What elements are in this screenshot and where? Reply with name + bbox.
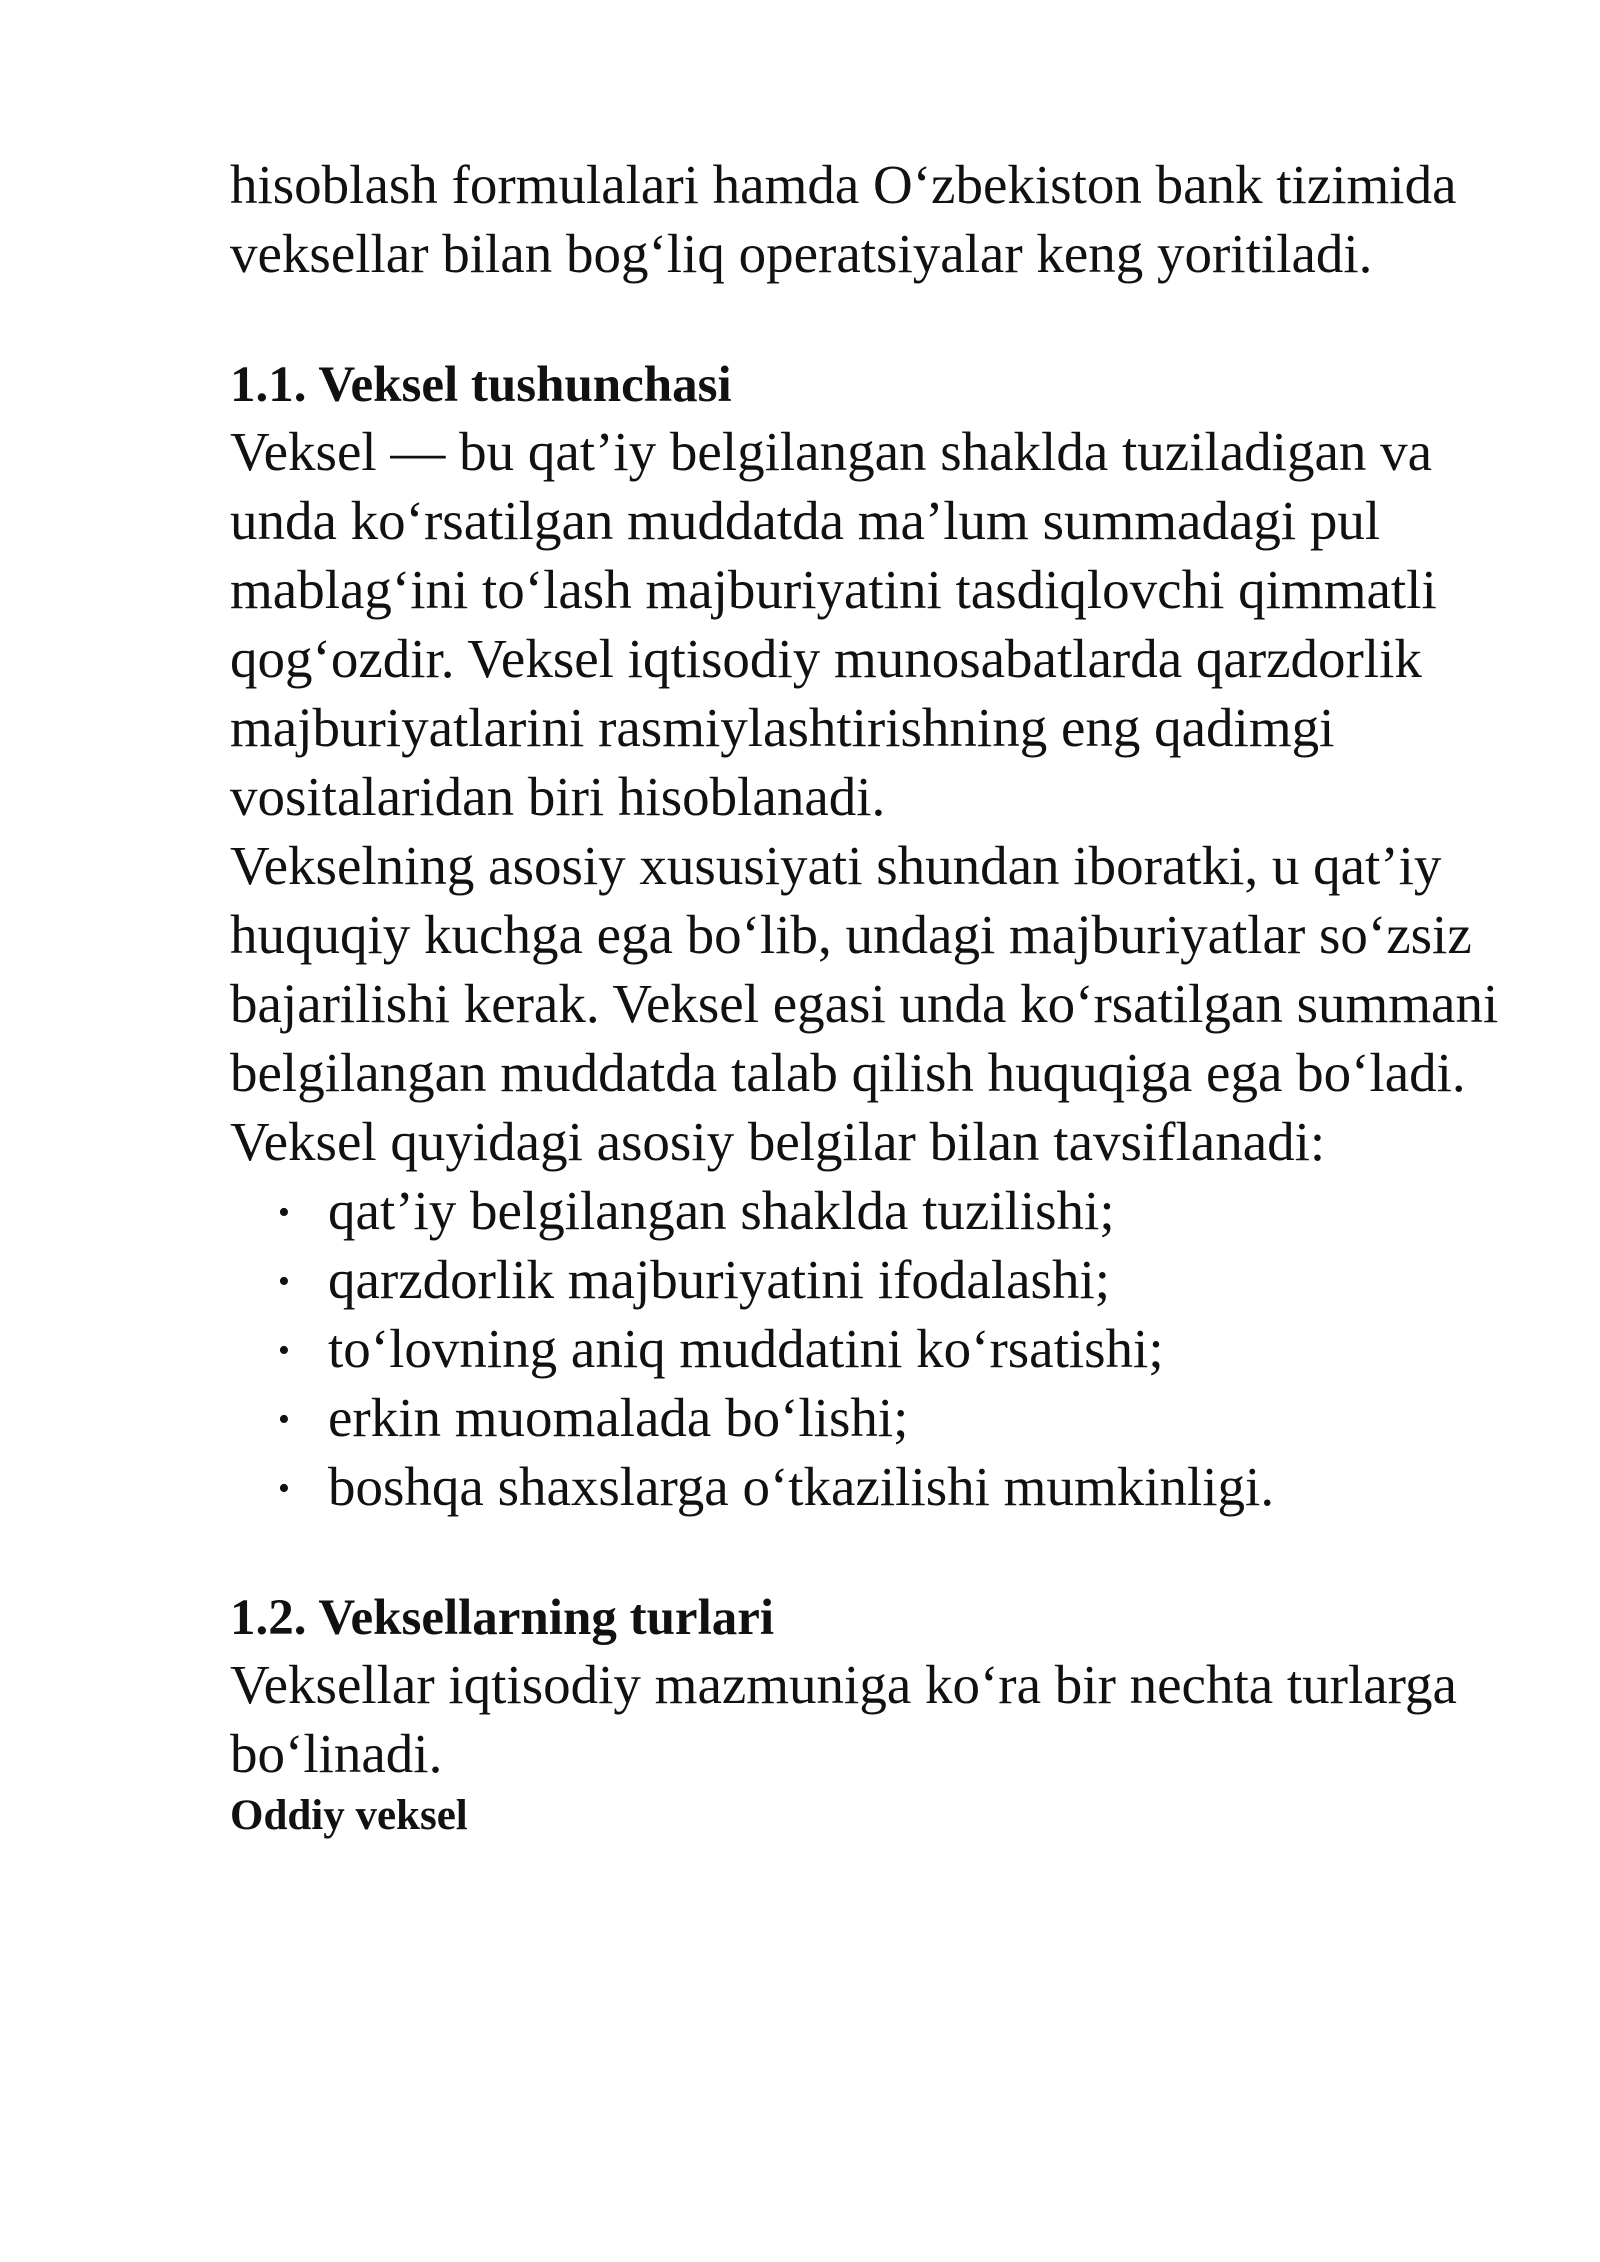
- list-item-text: erkin muomalada bo‘lishi;: [328, 1387, 909, 1448]
- subheading-oddiy-veksel: Oddiy veksel: [230, 1792, 468, 1839]
- bullet-icon: •: [278, 1194, 290, 1231]
- properties-paragraph: Vekselning asosiy xususiyati shundan iboratki, u qat’iy huquqiy kuchga ega bo‘lib, undagi majburiyatlar so‘zsiz bajarilishi kerak. Veksel egasi unda ko‘rsatilgan summani belgilangan muddatda talab qilish huquqiga ega bo‘ladi.: [230, 835, 1499, 1103]
- list-item: [230, 1176, 1530, 1245]
- intro-paragraph: hisoblash formulalari hamda O‘zbekiston bank tizimida veksellar bilan bog‘liq operatsiyalar keng yoritiladi.: [230, 154, 1457, 284]
- bullet-icon: •: [278, 1470, 290, 1507]
- section-heading-veksellarning-turlari: 1.2. Veksellarning turlari: [230, 1590, 775, 1646]
- list-item: [230, 1314, 1530, 1383]
- bullet-icon: •: [278, 1263, 290, 1300]
- list-item-text: boshqa shaxslarga o‘tkazilishi mumkinligi.: [328, 1456, 1275, 1517]
- features-intro-paragraph: Veksel quyidagi asosiy belgilar bilan tavsiflanadi:: [230, 1111, 1326, 1172]
- definition-paragraph: Veksel — bu qat’iy belgilangan shaklda tuziladigan va unda ko‘rsatilgan muddatda ma’lum summadagi pul mablag‘ini to‘lash majburiyatini tasdiqlovchi qimmatli qog‘ozdir. Veksel iqtisodiy munosabatlarda qarzdorlik majburiyatlarini rasmiylashtirishning eng qadimgi vositalaridan biri hisoblanadi.: [230, 421, 1437, 827]
- list-item-text: qarzdorlik majburiyatini ifodalashi;: [328, 1249, 1111, 1310]
- bullet-icon: •: [278, 1332, 290, 1369]
- list-item: [230, 1383, 1530, 1452]
- bullet-icon: •: [278, 1401, 290, 1438]
- list-item: [230, 1245, 1530, 1314]
- features-list: [230, 1176, 1530, 1521]
- list-item-text: qat’iy belgilangan shaklda tuzilishi;: [328, 1180, 1115, 1241]
- list-item: [230, 1452, 1530, 1521]
- types-intro-paragraph: Veksellar iqtisodiy mazmuniga ko‘ra bir nechta turlarga bo‘linadi.: [230, 1654, 1457, 1784]
- section-heading-veksel-tushunchasi: 1.1. Veksel tushunchasi: [230, 357, 732, 413]
- document-page: [230, 150, 1530, 1843]
- list-item-text: to‘lovning aniq muddatini ko‘rsatishi;: [328, 1318, 1164, 1379]
